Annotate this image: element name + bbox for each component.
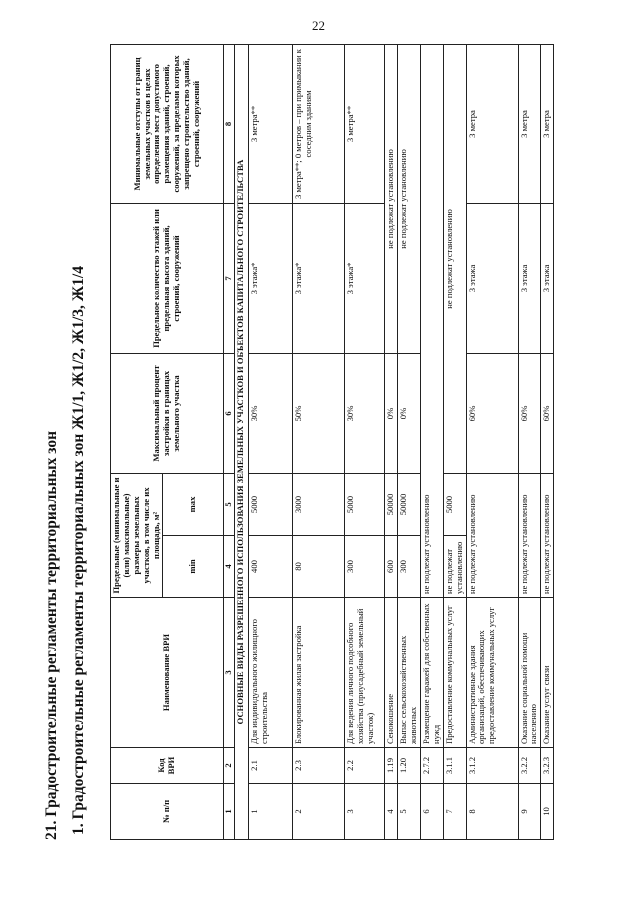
row-setback: 3 метра**; 0 метров – при примыкании к соседним зданиям [293, 44, 345, 203]
row-code: 3.2.2 [518, 748, 541, 784]
row-percent: 0% [398, 353, 421, 473]
row-num: 2 [293, 784, 345, 840]
row-code: 1.20 [398, 748, 421, 784]
subsection-heading: 1. Градостроительные регламенты территориальных зон Ж1/1, Ж1/2, Ж1/3, Ж1/4 [70, 266, 87, 835]
row-setback: 3 метра [518, 44, 541, 203]
table-row [443, 44, 466, 839]
row-max: 5000 [249, 473, 293, 535]
row-code: 3.1.1 [443, 748, 466, 784]
row-not-established: не подлежат установлению [398, 44, 421, 353]
row-setback: 3 метра [541, 44, 554, 203]
table-row [345, 44, 385, 839]
row-name: Размещение гаражей для собственных нужд [421, 598, 444, 748]
row-max: 50000 [385, 473, 398, 535]
row-area-not-established: не подлежат установлению [518, 473, 541, 597]
row-min: 400 [249, 536, 293, 598]
row-num: 4 [385, 784, 398, 840]
table-row [466, 44, 518, 839]
row-percent: 0% [385, 353, 398, 473]
row-setback: 3 метра** [249, 44, 293, 203]
table-row [385, 44, 398, 839]
row-code: 2.2 [345, 748, 385, 784]
row-name: Блокированная жилая застройка [293, 598, 345, 748]
row-percent: 60% [466, 353, 518, 473]
row-name: Предоставление коммунальных услуг [443, 598, 466, 748]
row-num: 3 [345, 784, 385, 840]
row-floors: 3 этажа [541, 203, 554, 353]
row-num: 5 [398, 784, 421, 840]
row-min: 300 [398, 536, 421, 598]
row-not-established: не подлежат установлению [421, 44, 444, 597]
row-floors: 3 этажа [466, 203, 518, 353]
row-num: 1 [249, 784, 293, 840]
row-percent: 30% [345, 353, 385, 473]
row-code: 2.7.2 [421, 748, 444, 784]
header-max: max [163, 473, 224, 535]
header-num: № п/п [111, 784, 224, 840]
row-code: 3.1.2 [466, 748, 518, 784]
row-area-not-established: не подлежат установлению [541, 473, 554, 597]
table-row [398, 44, 421, 839]
page-number: 22 [312, 18, 325, 33]
row-setback: 3 метра** [345, 44, 385, 203]
row-not-established: не подлежат установлению [385, 44, 398, 353]
section-row [235, 44, 249, 839]
row-floors: 3 этажа [518, 203, 541, 353]
row-num: 9 [518, 784, 541, 840]
row-setback: 3 метра [466, 44, 518, 203]
row-not-established: не подлежат установлению [443, 44, 466, 473]
header-floors: Предельное количество этажей или предельная высота зданий, строений, сооружений [111, 203, 224, 353]
table-row [421, 44, 444, 839]
regulations-table [110, 44, 554, 840]
column-number: 6 [224, 353, 235, 473]
column-number: 4 [224, 536, 235, 598]
row-floors: 3 этажа* [249, 203, 293, 353]
row-num: 6 [421, 784, 444, 840]
row-code: 2.3 [293, 748, 345, 784]
row-max: 5000 [345, 473, 385, 535]
row-num: 10 [541, 784, 554, 840]
row-min: не подлежат установлению [443, 536, 466, 598]
table-row [518, 44, 541, 839]
row-area-not-established: не подлежат установлению [466, 473, 518, 597]
header-area: Предельные (минимальные и (или) максимальные) размеры земельных участков, в том числе их площадь, м² [111, 473, 163, 597]
header-name: Наименование ВРИ [111, 598, 224, 748]
column-number: 7 [224, 203, 235, 353]
column-number-row [224, 44, 235, 839]
row-min: 80 [293, 536, 345, 598]
header-code: Код ВРИ [111, 748, 224, 784]
row-name: Выпас сельскохозяйственных животных [398, 598, 421, 748]
row-name: Для ведения личного подсобного хозяйства (приусадебный земельный участок) [345, 598, 385, 748]
section-heading: 21. Градостроительные регламенты территориальных зон [43, 430, 60, 840]
column-number: 1 [224, 784, 235, 840]
table-row [293, 44, 345, 839]
row-min: 600 [385, 536, 398, 598]
column-number: 5 [224, 473, 235, 535]
table-row [541, 44, 554, 839]
header-percent: Максимальный процент застройки в границах земельного участка [111, 353, 224, 473]
row-name: Оказание услуг связи [541, 598, 554, 748]
column-number: 2 [224, 748, 235, 784]
header-min: min [163, 536, 224, 598]
table-header-row [111, 44, 163, 839]
row-percent: 60% [518, 353, 541, 473]
row-name: Административные здания организаций, обеспечивающих предоставление коммунальных услуг [466, 598, 518, 748]
row-name: Для индивидуального жилищного строительства [249, 598, 293, 748]
row-max: 3000 [293, 473, 345, 535]
row-floors: 3 этажа* [293, 203, 345, 353]
row-min: 300 [345, 536, 385, 598]
row-percent: 30% [249, 353, 293, 473]
row-code: 3.2.3 [541, 748, 554, 784]
row-floors: 3 этажа* [345, 203, 385, 353]
row-code: 1.19 [385, 748, 398, 784]
column-number: 3 [224, 598, 235, 748]
row-max: 50000 [398, 473, 421, 535]
section-title: ОСНОВНЫЕ ВИДЫ РАЗРЕШЕННОГО ИСПОЛЬЗОВАНИЯ ЗЕМЕЛЬНЫХ УЧАСТКОВ И ОБЪЕКТОВ КАПИТАЛЬНОГО СТРОИТЕЛЬСТВА [235, 44, 249, 839]
table-row [249, 44, 293, 839]
row-max: 5000 [443, 473, 466, 535]
row-num: 8 [466, 784, 518, 840]
row-code: 2.1 [249, 748, 293, 784]
column-number: 8 [224, 44, 235, 203]
row-num: 7 [443, 784, 466, 840]
row-name: Оказание социальной помощи населению [518, 598, 541, 748]
row-percent: 60% [541, 353, 554, 473]
row-percent: 50% [293, 353, 345, 473]
header-setback: Минимальные отступы от границ земельных участков в целях определения мест допустимого размещения зданий, строений, сооружений, за пределами которых запрещено строительство зданий, строений, сооружений [111, 44, 224, 203]
row-name: Сенокошение [385, 598, 398, 748]
